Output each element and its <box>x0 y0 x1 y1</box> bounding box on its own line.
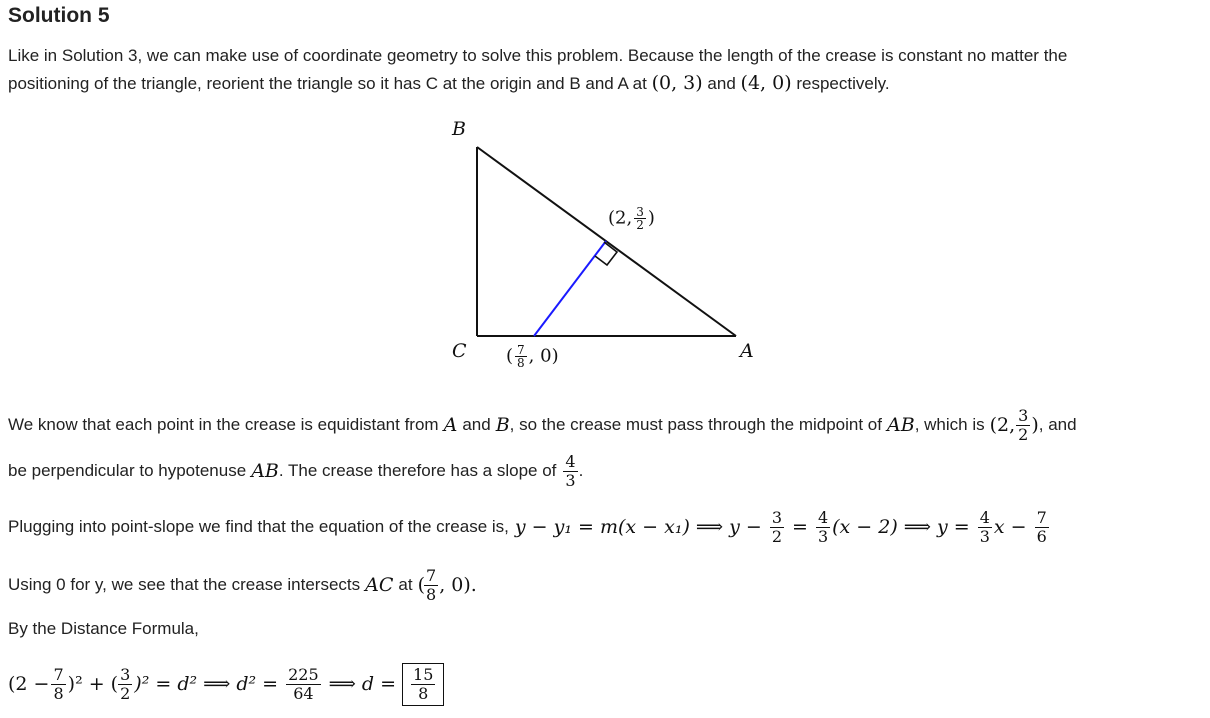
answer-box: $\frac{15}{8}$ <box>402 663 444 706</box>
intersection-paragraph: Using 0 for y, we see that the crease intersects AC at ( $\frac{7}{8}$ , 0). <box>8 565 477 604</box>
point-slope-paragraph: Plugging into point-slope we find that the equation of the crease is, y − y₁ = m(x − x₁) ⟹ y − $\frac{3}{2}$ = $\frac{4}{3}$ (x − 2) ⟹ y = $\frac{4}{3}$ x − $\frac{7}{6}$ <box>8 507 1047 546</box>
midpoint-label: (2, $\frac{3}{2}$ ) <box>608 205 655 232</box>
crease-foot-label: ( $\frac{7}{8}$ , 0) <box>506 343 559 370</box>
intro-and: and <box>707 74 736 93</box>
intro-end: respectively. <box>796 74 890 93</box>
midpoint-paragraph: We know that each point in the crease is equidistant from A and B , so the crease must pass through the midpoint of AB , which is (2, $\frac{3}{2}$ ) , and <box>8 405 1077 444</box>
intro-text: positioning of the triangle, reorient the triangle so it has C at the origin and B and A at <box>8 74 647 93</box>
label-b: B <box>452 118 466 140</box>
point-b-coords: (0, 3) <box>651 72 703 94</box>
slope-paragraph: be perpendicular to hypotenuse AB . The crease therefore has a slope of $\frac{4}{3}$ . <box>8 451 584 490</box>
intro-line-1: Like in Solution 3, we can make use of coordinate geometry to solve this problem. Because the length of the crease is constant no matter the <box>8 46 1068 65</box>
crease-line <box>534 241 606 336</box>
label-a: A <box>740 340 754 362</box>
right-angle-mark <box>595 242 617 265</box>
distance-calculation: (2 − $\frac{7}{8}$ )² + ( $\frac{3}{2}$ )² = d² ⟹ d² = $\frac{225}{64}$ ⟹ d = $\frac{15}{8}$ <box>8 654 444 714</box>
label-c: C <box>452 340 467 362</box>
distance-formula-intro: By the Distance Formula, <box>8 619 199 638</box>
solution-heading: Solution 5 <box>8 4 110 27</box>
point-a-coords: (4, 0) <box>740 72 792 94</box>
